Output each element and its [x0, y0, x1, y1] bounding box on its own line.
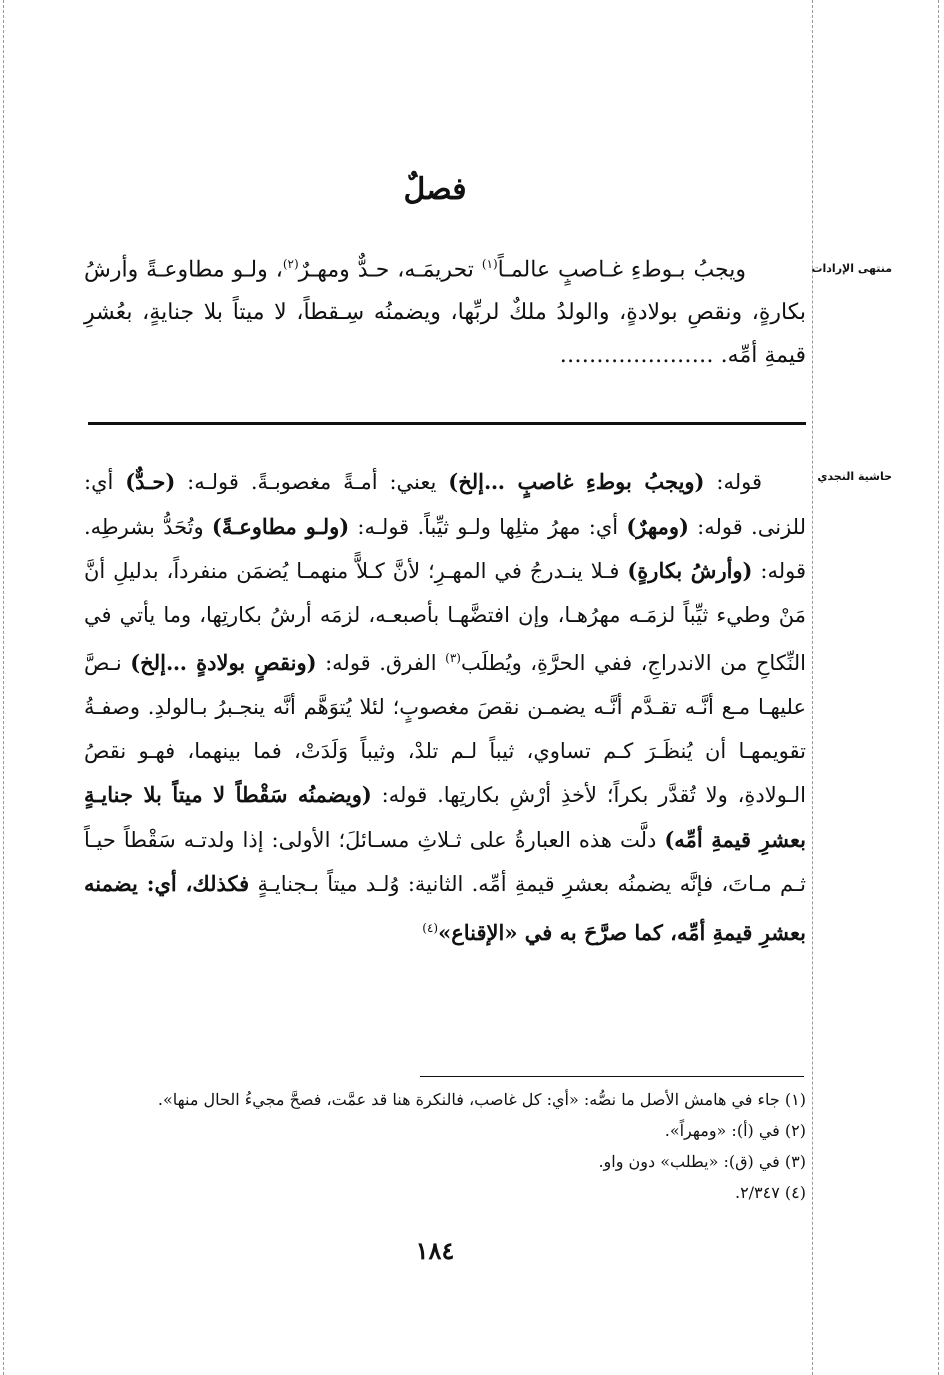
commentary-segment: دلَّت هذه العبارةُ على ثـلاثِ مسـائلَ؛ الأولى: إذا ولدتـه سَقْطاً حيـاً ثـم مـاتَ، فإنَّه يضمنُه بعشرِ قيمةِ أمِّه. الثانية: وُلـد ميتاً بـجنايـةٍ [84, 827, 806, 897]
footnote-1: (١) جاء في هامش الأصل ما نصُّه: «أي: كل غاصب، فالنكرة هنا قد عمَّت، فصحَّ مجيءُ الحال منها». [157, 1090, 806, 1109]
footnote-ref-1: (١) [481, 257, 498, 271]
commentary-segment: فـلا ينـدرجُ في المهـرِ؛ لأنَّ كـلاًّ منهمـا يُضمَن منفرداً، بدليلِ أنَّ مَنْ وطيء ثيِّباً لزمَـه مهرُهـا، وإن افتضَّهـا بأصبعـه، لزمَه أرشُ بكارتِها، وما يأتي في النِّكاحِ من الاندراجِ، ففي الحرَّةِ، ويُطلَب [84, 559, 807, 676]
footnote-ref-3: (٣) [445, 651, 461, 666]
commentary-segment: أي: مهرُ مثلِها ولـو ثيِّباً. قولـه: [349, 514, 627, 539]
commentary-segment: وتُحَدُّ بشرطِه. قوله: [84, 514, 807, 584]
quoted-phrase: (ومهرٌ) [626, 513, 689, 539]
commentary-segment: قوله: [704, 470, 763, 494]
quoted-phrase: (ونقصٍ بولادةٍ …إلخ) [130, 650, 317, 676]
side-label-main: منتهى الإرادات [811, 262, 892, 275]
quoted-phrase: (ويضمنُه سَقْطاً لا ميتاً بلا جنايـةٍ بعشرِ قيمةِ أمِّه) [84, 782, 806, 852]
main-paragraph [84, 243, 806, 377]
main-text-segment: تحريمَـه، حـدٌّ ومهـرٌ [298, 257, 482, 283]
commentary-segment: أي: للزنى. قوله: [84, 470, 807, 539]
footnote-rule [420, 1076, 804, 1077]
footnote-3: (٣) في (ق): «يطلب» دون واو. [598, 1152, 806, 1171]
footnote-4: (٤) ٢/٣٤٧. [734, 1183, 806, 1202]
commentary-text [84, 460, 806, 956]
commentary-segment: الفرق. قوله: [316, 651, 446, 676]
quoted-phrase: (ولـو مطاوعـةً) [211, 513, 350, 539]
footnote-ref-4: (٤) [422, 920, 439, 935]
commentary-paragraph [84, 460, 806, 956]
footnote-ref-2: (٢) [282, 257, 299, 271]
page-number: ١٨٤ [415, 1236, 455, 1265]
main-text-segment: ويجبُ بـوطءِ غـاصبٍ عالمـاً [497, 257, 747, 283]
quoted-phrase: (ويجبُ بوطءِ غاصبٍ …إلخ) [448, 469, 705, 494]
main-text-segment: ، ولـو مطاوعـةً وأرشُ بكارةٍ، ونقصِ بولادةٍ، والولدُ ملكٌ لربِّها، ويضمنُه سِـقطاً، لا ميتاً بلا جنايةٍ، بعُشرِ قيمةِ أمِّه. [84, 257, 806, 369]
section-divider [88, 422, 806, 425]
commentary-segment: نـصَّ عليهـا مـع أنَّـه تقـدَّم أنَّـه يضمـن نقصَ مغصوبٍ؛ لئلا يُتوَهَّم أنَّه ينجـبرُ بـالولدِ. وصفـةُ تقويمهـا أن يُنظَـرَ كـم تساوي، ثيباً لـم تلدْ، وثيباً وَلَدَتْ، فما بينهما، فهـو نقصُ الـولادةِ، ولا تُقدَّر بكراً؛ لأخذِ أرْشِ بكارتِها. قوله: [84, 651, 806, 808]
main-text [84, 243, 806, 377]
quoted-phrase: (حـدٌّ) [125, 469, 176, 494]
footnotes [84, 1084, 806, 1208]
footnote-2: (٢) في (أ): «ومهراً». [664, 1121, 806, 1140]
commentary-segment: يعني: أمـةً مغصوبـةً. قولـه: [175, 470, 449, 494]
side-label-hashiya: حاشية النجدي [817, 470, 892, 483]
quoted-phrase: فكذلك، أي: يضمنه بعشرِ قيمةِ أمِّه، كما صرَّحَ به في «الإقناع» [84, 871, 806, 945]
section-title: فصلٌ [403, 172, 467, 207]
quoted-phrase: (وأرشُ بكارةٍ) [627, 558, 753, 584]
scan-margin-line-right [938, 0, 939, 1375]
dotted-leader: ………………… [559, 343, 714, 369]
